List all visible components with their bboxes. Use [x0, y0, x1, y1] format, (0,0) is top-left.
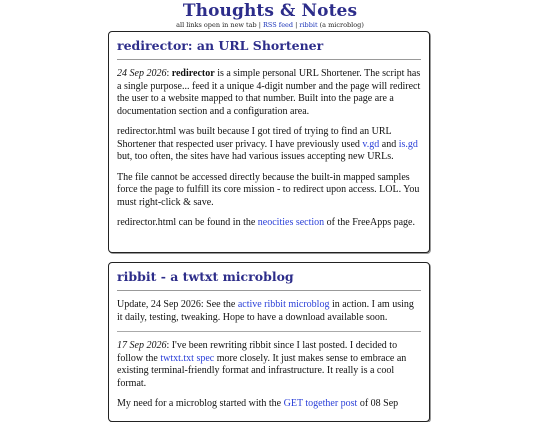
rss-feed-link[interactable]: RSS feed [263, 21, 294, 29]
post-paragraph: 24 Sep 2026: redirector is a simple personal URL Shortener. The script has a single purpose... feed it a unique 4-digit number and the page will redirect the user to a website mapped to that number. Built into the page are a documentation section and a configuration area. [117, 68, 421, 117]
post-paragraph: Update, 24 Sep 2026: See the active ribbit microblog in action. I am using it daily, testing, tweaking. Hope to have a download available soon. [117, 299, 414, 323]
post-redirector [108, 31, 430, 253]
post-ribbit [108, 262, 430, 422]
post-date: 24 Sep 2026 [117, 68, 167, 79]
app-name: redirector [171, 68, 215, 79]
neocities-section-link[interactable]: neocities section [257, 217, 325, 228]
post-paragraph: The file cannot be accessed directly because the built-in mapped samples force the page to fulfill its core mission - to redirect upon access. LOL. You must right-click & save. [117, 171, 420, 208]
isgd-link[interactable]: is.gd [398, 138, 418, 150]
site-header [0, 0, 540, 30]
post-date: 17 Sep 2026 [117, 340, 167, 351]
get-together-link[interactable]: GET together post [283, 398, 358, 409]
post-paragraph: redirector.html was built because I got tired of trying to find an URL Shortener that respected user privacy. I have previously used v.gd and is.gd but, too often, the sites have had various issues accepting new URLs. [117, 126, 418, 162]
post-paragraph: redirector.html can be found in the neocities section of the FreeApps page. [117, 217, 415, 228]
site-title: Thoughts & Notes [182, 1, 358, 21]
subline-prefix: all links open in new tab | [176, 21, 264, 29]
post-paragraph: 17 Sep 2026: I've been rewriting ribbit since I last posted. I decided to follow the twtxt.txt spec more closely. It just makes sense to embrace an existing terminal-friendly format and infrastructure. It really is a cool format. [117, 340, 407, 389]
active-ribbit-link[interactable]: active ribbit microblog [237, 299, 330, 310]
post-title: ribbit - a twtxt microblog [117, 263, 421, 291]
vgd-link[interactable]: v.gd [362, 138, 380, 150]
post-paragraph: My need for a microblog started with the GET together post of 08 Sep [117, 398, 399, 409]
ribbit-link[interactable]: ribbit [299, 21, 318, 29]
subline-separator: | [293, 21, 300, 29]
divider [117, 331, 421, 332]
post-title: redirector: an URL Shortener [117, 32, 421, 60]
subline-suffix: (a microblog) [317, 21, 364, 29]
twtxt-spec-link[interactable]: twtxt.txt spec [160, 352, 215, 364]
header-subline [0, 21, 540, 30]
